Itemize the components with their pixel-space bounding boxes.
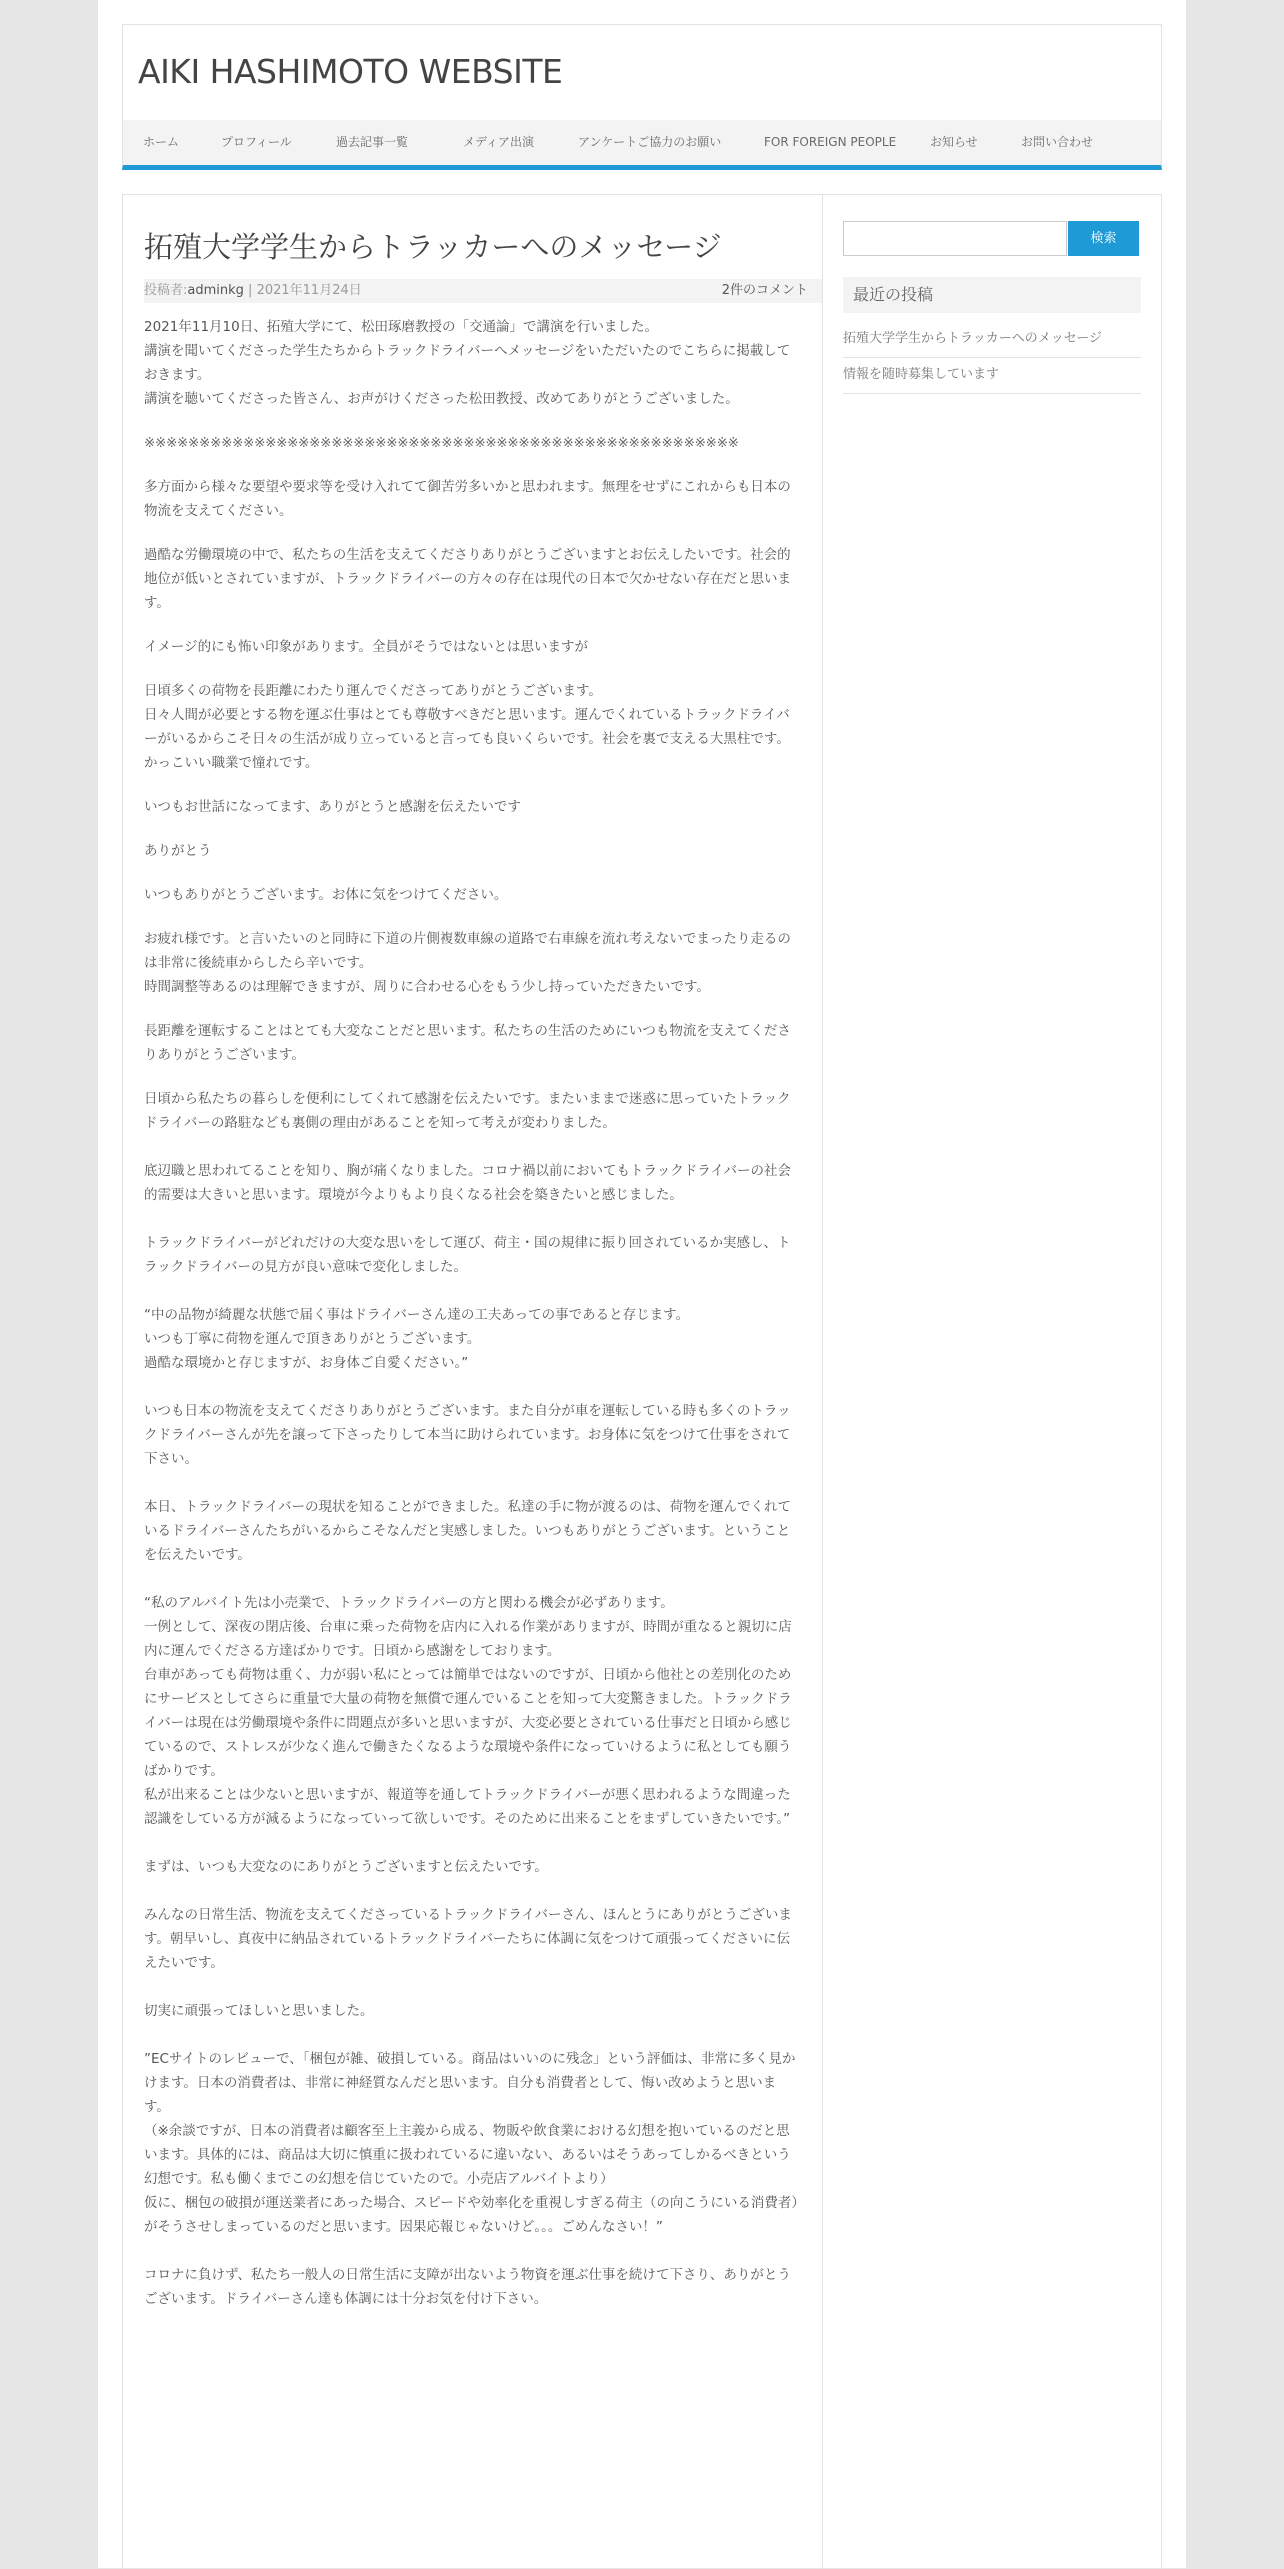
paragraph-line: 過酷な環境かと存じますが、お身体ご自愛ください。” [144, 1355, 469, 1371]
comment-paragraph [144, 1399, 800, 1471]
paragraph-line: 2021年11月10日、拓殖大学にて、松田琢磨教授の「交通論」で講演を行いました。 [144, 319, 658, 335]
site-title-link[interactable]: AIKI HASHIMOTO WEBSITE [138, 52, 563, 91]
paragraph-line: 切実に頑張ってほしいと思いました。 [144, 2003, 374, 2019]
comment-paragraph [144, 1591, 800, 1831]
paragraph-line: お疲れ様です。と言いたいのと同時に下道の片側複数車線の道路で右車線を流れ考えないでまったり走るのは非常に後続車からしたら辛いです。 [144, 931, 791, 971]
paragraph-line: ありがとう [144, 843, 212, 859]
recent-post-link[interactable]: 情報を随時募集しています [843, 362, 1141, 394]
paragraph-line: いつもありがとうございます。お体に気をつけてください。 [144, 887, 508, 903]
paragraph-line: トラックドライバーがどれだけの大変な思いをして運び、荷主・国の規律に振り回されているか実感し、トラックドライバーの見方が良い意味で変化しました。 [144, 1235, 791, 1275]
main-navigation [122, 120, 1162, 170]
page [98, 0, 1186, 2568]
meta-left [144, 279, 362, 303]
paragraph-line: “中の品物が綺麗な状態で届く事はドライバーさん達の工夫あっての事であると存じます。 [144, 1307, 690, 1323]
site-header [122, 24, 1162, 120]
content-container [122, 194, 1162, 2568]
comment-paragraph [144, 883, 800, 907]
comment-paragraph [144, 475, 800, 523]
nav-item-media[interactable]: メディア出演 [463, 135, 535, 149]
paragraph-line: イメージ的にも怖い印象があります。全員がそうではないとは思いますが [144, 639, 589, 655]
comment-paragraph [144, 1855, 800, 1879]
paragraph-line: ”ECサイトのレビューで、「梱包が雑、破損している。商品はいいのに残念」という評価は、非常に多く見かけます。日本の消費者は、非常に神経質なんだと思います。自分も消費者として、悔い改めようと思います。 [144, 2051, 796, 2115]
paragraph-line: 日頃多くの荷物を長距離にわたり運んでくださってありがとうございます。 [144, 683, 602, 699]
comment-paragraph [144, 1231, 800, 1279]
comment-paragraph [144, 2263, 800, 2311]
nav-item-home[interactable]: ホーム [143, 135, 180, 149]
paragraph-line: 私が出来ることは少ないと思いますが、報道等を通してトラックドライバーが悪く思われるような間違った認識をしている方が減るようになっていって欲しいです。そのために出来ることをまずしていきたいです。” [144, 1787, 791, 1827]
paragraph-line: 多方面から様々な要望や要求等を受け入れてて御苦労多いかと思われます。無理をせずにこれからも日本の物流を支えてください。 [144, 479, 791, 519]
comment-paragraph [144, 315, 800, 411]
paragraph-line: コロナに負けず、私たち一般人の日常生活に支障が出ないよう物資を運ぶ仕事を続けて下さり、ありがとうございます。ドライバーさん達も体調には十分お気を付け下さい。 [144, 2267, 791, 2307]
comment-paragraph [144, 1087, 800, 1135]
nav-item-news[interactable]: お知らせ [930, 135, 978, 149]
nav-item-survey[interactable]: アンケートご協力のお願い [578, 135, 722, 149]
paragraph-line: いつも日本の物流を支えてくださりありがとうございます。また自分が車を運転している時も多くのトラックドライバーさんが先を譲って下さったりして本当に助けられています。お身体に気をつけて仕事をされて下さい。 [144, 1403, 791, 1467]
entry-meta [144, 279, 822, 303]
comment-paragraph [144, 1303, 800, 1375]
paragraph-line: みんなの日常生活、物流を支えてくださっているトラックドライバーさん、ほんとうにありがとうございます。朝早いし、真夜中に納品されているトラックドライバーたちに体調に気をつけて頑張ってくださいに伝えたいです。 [144, 1907, 792, 1971]
paragraph-line: 日々人間が必要とする物を運ぶ仕事はとても尊敬すべきだと思います。運んでくれているトラックドライバーがいるからこそ日々の生活が成り立っていると言っても良いくらいです。社会を裏で支える大黒柱です。かっこいい職業で憧れです。 [144, 707, 790, 771]
paragraph-line: 本日、トラックドライバーの現状を知ることができました。私達の手に物が渡るのは、荷物を運んでくれているドライバーさんたちがいるからこそなんだと実感しました。いつもありがとうございます。ということを伝えたいです。 [144, 1499, 792, 1563]
paragraph-line: 時間調整等あるのは理解できますが、周りに合わせる心をもう少し持っていただきたいです。 [144, 979, 710, 995]
post-title[interactable]: 拓殖大学学生からトラッカーへのメッセージ [144, 230, 722, 264]
comment-paragraph [144, 679, 800, 775]
paragraph-line: 講演を聴いてくださった皆さん、お声がけくださった松田教授、改めてありがとうございました。 [144, 391, 739, 407]
nav-item-archive[interactable]: 過去記事一覧 [336, 135, 409, 149]
separator-line [144, 431, 800, 455]
paragraph-line: 底辺職と思われてることを知り、胸が痛くなりました。コロナ禍以前においてもトラックドライバーの社会的需要は大きいと思います。環境が今よりもより良くなる社会を築きたいと感じました。 [144, 1163, 792, 1203]
posted-by-label: 投稿者: [144, 283, 188, 298]
comments-link[interactable]: 2件のコメント [721, 283, 808, 298]
comment-paragraph [144, 1495, 800, 1567]
author-link[interactable]: adminkg [187, 283, 244, 298]
paragraph-line: ※※※※※※※※※※※※※※※※※※※※※※※※※※※※※※※※※※※※※※※※※※※※※※※※※※※※※※ [144, 435, 739, 451]
post-date[interactable]: 2021年11月24日 [256, 283, 362, 298]
comment-paragraph [144, 839, 800, 863]
nav-item-profile[interactable]: プロフィール [221, 135, 292, 149]
nav-item-foreign[interactable]: FOR FOREIGN PEOPLE [764, 135, 897, 149]
paragraph-line: 一例として、深夜の閉店後、台車に乗った荷物を店内に入れる作業がありますが、時間が重なると親切に店内に運んでくださる方達ばかりです。日頃から感謝をしております。 [144, 1619, 792, 1659]
paragraph-line: いつもお世話になってます、ありがとうと感謝を伝えたいです [144, 799, 521, 815]
nav-item-contact[interactable]: お問い合わせ [1021, 135, 1094, 149]
paragraph-line: “私のアルバイト先は小売業で、トラックドライバーの方と関わる機会が必ずあります。 [144, 1595, 674, 1611]
search-input[interactable] [843, 221, 1067, 256]
paragraph-line: （※余談ですが、日本の消費者は顧客至上主義から成る、物販や飲食業における幻想を抱いているのだと思います。具体的には、商品は大切に慎重に扱われているに違いない、あるいはそうあってしかるべきという幻想です。私も働くまでこの幻想を信じていたので。小売店アルバイトより） [144, 2123, 791, 2187]
recent-post-link[interactable]: 拓殖大学学生からトラッカーへのメッセージ [843, 326, 1141, 358]
recent-posts-list [843, 326, 1141, 398]
paragraph-line: 長距離を運転することはとても大変なことだと思います。私たちの生活のためにいつも物流を支えてくださりありがとうございます。 [144, 1023, 791, 1063]
paragraph-line: 講演を聞いてくださった学生たちからトラックドライバーへメッセージをいただいたのでこちらに掲載しておきます。 [144, 343, 791, 383]
paragraph-line: 台車があっても荷物は重く、力が弱い私にとっては簡単ではないのですが、日頃から他社との差別化のためにサービスとしてさらに重量で大量の荷物を無償で運んでいることを知って大変驚きました。トラックドライバーは現在は労働環境や条件に問題点が多いと思いますが、大変必要とされている仕事だと日頃から感じているので、ストレスが少なく進んで働きたくなるような環境や条件になっていけるように私としても願うばかりです。 [144, 1667, 792, 1779]
meta-separator: | [243, 283, 257, 298]
comment-paragraph [144, 1159, 800, 1207]
comment-paragraph [144, 1903, 800, 1975]
comment-paragraph [144, 795, 800, 819]
main-content [123, 195, 823, 2569]
paragraph-line: まずは、いつも大変なのにありがとうございますと伝えたいです。 [144, 1859, 548, 1875]
paragraph-line: いつも丁寧に荷物を運んで頂きありがとうございます。 [144, 1331, 481, 1347]
comment-paragraph [144, 2047, 800, 2239]
comment-paragraph [144, 1019, 800, 1067]
search-button[interactable]: 検索 [1068, 221, 1139, 256]
recent-posts-title: 最近の投稿 [843, 277, 1141, 313]
entry-content [144, 315, 800, 2331]
comment-paragraph [144, 927, 800, 999]
comment-paragraph [144, 635, 800, 659]
paragraph-line: 日頃から私たちの暮らしを便利にしてくれて感謝を伝えたいです。またいままで迷惑に思っていたトラックドライバーの路駐なども裏側の理由があることを知って考えが変わりました。 [144, 1091, 791, 1131]
paragraph-line: 過酷な労働環境の中で、私たちの生活を支えてくださりありがとうございますとお伝えしたいです。社会的地位が低いとされていますが、トラックドライバーの方々の存在は現代の日本で欠かせない存在だと思います。 [144, 547, 792, 611]
comment-paragraph [144, 543, 800, 615]
paragraph-line: 仮に、梱包の破損が運送業者にあった場合、スピードや効率化を重視しすぎる荷主（の向こうにいる消費者）がそうさせしまっているのだと思います。因果応報じゃないけど。。。ごめんなさい！” [144, 2195, 799, 2235]
comment-paragraph [144, 1999, 800, 2023]
